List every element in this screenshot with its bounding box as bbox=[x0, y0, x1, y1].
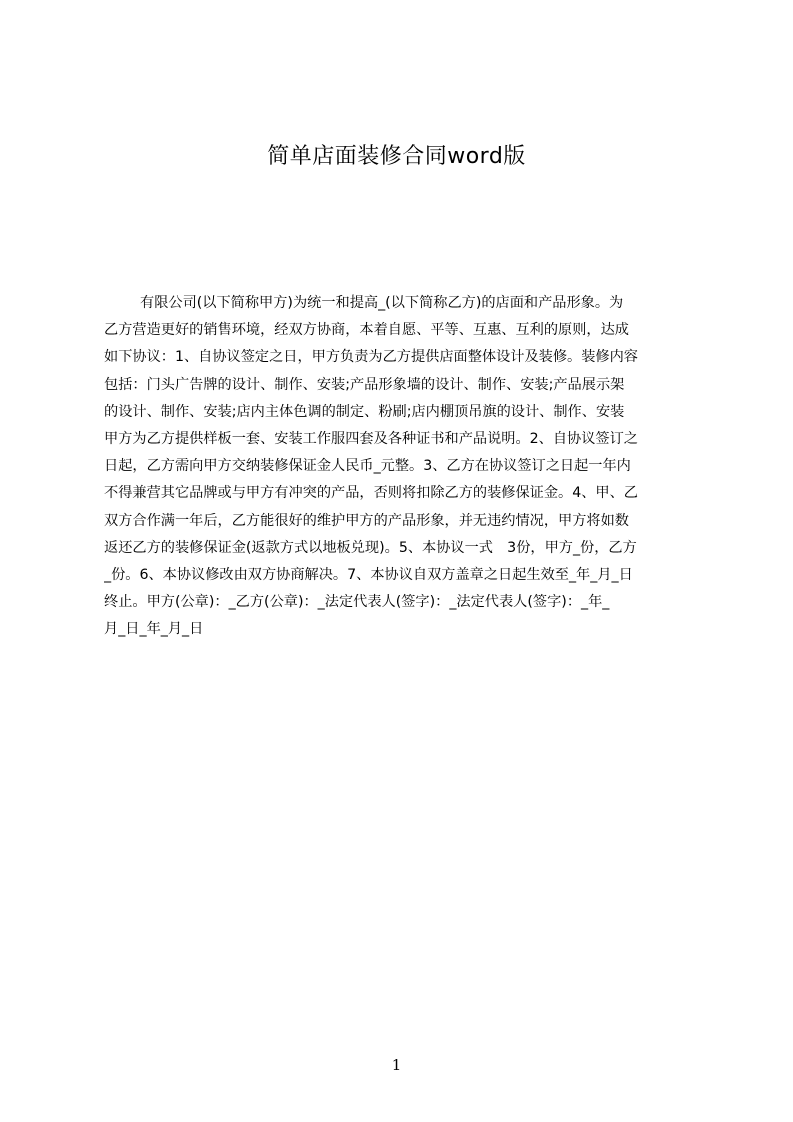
body-line: 终止。甲方(公章)：_乙方(公章)：_法定代表人(签字)：_法定代表人(签字)：_年_ bbox=[104, 594, 610, 611]
body-line: _份。6、本协议修改由双方协商解决。7、本协议自双方盖章之日起生效至_年_月_日 bbox=[104, 566, 633, 583]
body-line: 有限公司(以下简称甲方)为统一和提高_(以下简称乙方)的店面和产品形象。为 bbox=[140, 295, 624, 311]
body-line: 日起，乙方需向甲方交纳装修保证金人民币_元整。3、乙方在协议签订之日起一年内 bbox=[104, 458, 631, 475]
body-line: 甲方为乙方提供样板一套、安装工作服四套及各种证书和产品说明。2、自协议签订之 bbox=[104, 430, 638, 447]
body-line: 包括：门头广告牌的设计、制作、安装;产品形象墙的设计、制作、安装;产品展示架 bbox=[104, 376, 625, 393]
page-number: 1 bbox=[391, 1056, 402, 1074]
body-line: 乙方营造更好的销售环境，经双方协商，本着自愿、平等、互惠、互利的原则，达成 bbox=[104, 322, 629, 339]
body-line: 如下协议：1、自协议签定之日，甲方负责为乙方提供店面整体设计及装修。装修内容 bbox=[104, 349, 638, 366]
body-line: 返还乙方的装修保证金(返款方式以地板兑现)。5、本协议一式 3份，甲方_份，乙方 bbox=[104, 539, 637, 556]
document-title: 简单店面装修合同word版 bbox=[267, 144, 526, 169]
body-line: 月_日_年_月_日 bbox=[104, 621, 204, 638]
body-line: 不得兼营其它品牌或与甲方有冲突的产品，否则将扣除乙方的装修保证金。4、甲、乙 bbox=[104, 485, 638, 502]
body-line: 的设计、制作、安装;店内主体色调的制定、粉刷;店内棚顶吊旗的设计、制作、安装 bbox=[104, 403, 625, 420]
document-body bbox=[104, 290, 697, 642]
body-line: 双方合作满一年后，乙方能很好的维护甲方的产品形象，并无违约情况，甲方将如数 bbox=[104, 512, 629, 529]
